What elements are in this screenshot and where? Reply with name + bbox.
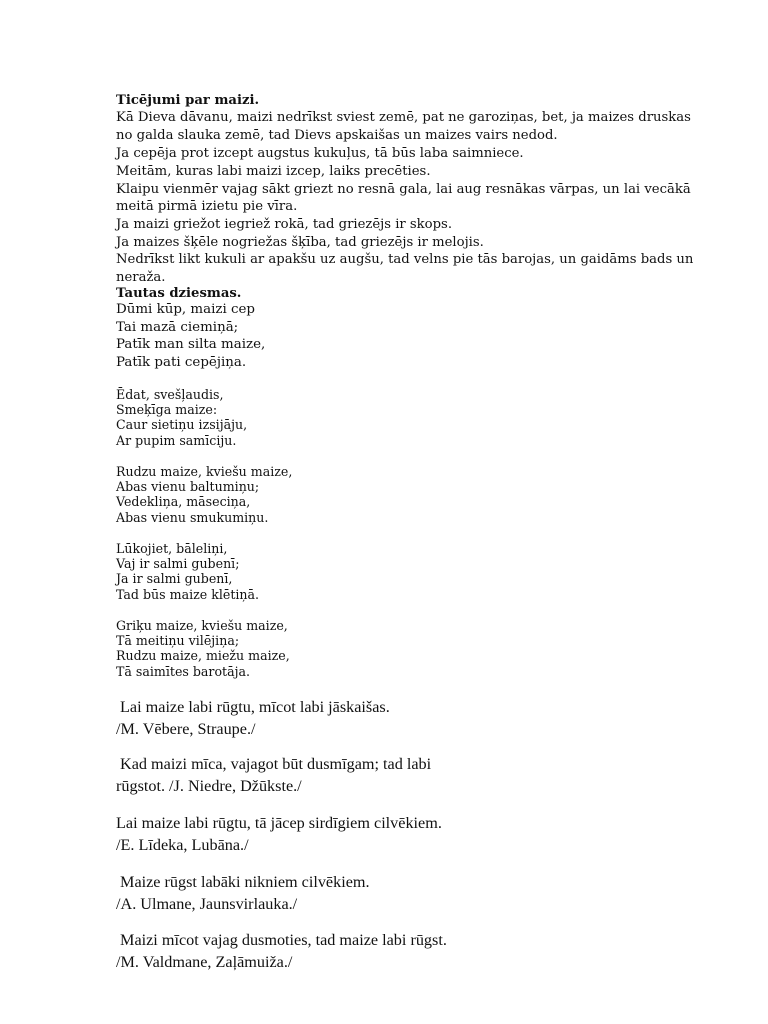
song-line: Ar pupim samīciju. [116, 432, 237, 448]
song-line: Tā saimītes barotāja. [116, 663, 251, 679]
song-line: Tā meitiņu vilējiņa; [116, 633, 240, 649]
belief-line: meitā pirmā izietu pie vīra. [116, 199, 298, 214]
song-line: Ja ir salmi gubenī, [116, 571, 233, 587]
quote-text: Maize rūgst labāki nikniem cilvēkiem. [116, 873, 370, 891]
quote-text: Maizi mīcot vajag dusmoties, tad maize labi rūgst. [116, 931, 447, 949]
belief-line: Meitām, kuras labi maizi izcep, laiks precēties. [116, 164, 431, 179]
beliefs-title: Ticējumi par maizi. [116, 93, 260, 108]
belief-line: Ja cepēja prot izcept augstus kukuļus, tā būs laba saimniece. [116, 146, 524, 161]
song-line: Tai mazā ciemiņā; [116, 319, 239, 335]
song-line: Rudzu maize, miežu maize, [116, 648, 290, 664]
song-line: Patīk man silta maize, [116, 337, 266, 352]
quote-block [116, 871, 370, 915]
song-line: Vaj ir salmi gubenī; [116, 556, 240, 572]
quote-source: /E. Līdeka, Lubāna./ [116, 836, 249, 854]
quote-block [116, 696, 390, 740]
song-stanza [116, 541, 259, 602]
song-line: Ēdat, svešļaudis, [116, 387, 224, 402]
song-line: Abas vienu smukumiņu. [116, 509, 269, 525]
song-line: Lūkojiet, bāleliņi, [116, 541, 228, 556]
belief-line: Nedrīkst likt kukuli ar apakšu uz augšu, tad velns pie tās barojas, un gaidāms bads un [116, 252, 694, 267]
belief-line: Ja maizi griežot iegriež rokā, tad griezējs ir skops. [116, 217, 453, 232]
quote-source: /M. Vēbere, Straupe./ [116, 720, 256, 738]
song-line: Vedekliņa, māseciņa, [116, 494, 251, 510]
song-stanza [116, 464, 292, 525]
quote-block [116, 812, 442, 856]
song-line: Tad būs maize klētiņā. [116, 586, 260, 602]
songs-title: Tautas dziesmas. [116, 286, 242, 301]
quote-source: /A. Ulmane, Jaunsvirlauka./ [116, 895, 298, 913]
quote-source: /M. Valdmane, Zaļāmuiža./ [116, 953, 293, 971]
song-line: Dūmi kūp, maizi cep [116, 302, 255, 317]
song-line: Patīk pati cepējiņa. [116, 354, 247, 370]
song-stanza [116, 301, 265, 371]
quote-block [116, 929, 447, 973]
quote-block [116, 753, 431, 797]
quote-source: rūgstot. /J. Niedre, Džūkste./ [116, 777, 302, 795]
song-line: Abas vienu baltumiņu; [116, 479, 260, 495]
song-line: Rudzu maize, kviešu maize, [116, 464, 293, 479]
quote-text: Kad maizi mīca, vajagot būt dusmīgam; tad labi [116, 755, 432, 773]
song-line: Griķu maize, kviešu maize, [116, 618, 288, 633]
belief-line: Klaipu vienmēr vajag sākt griezt no resnā gala, lai aug resnākas vārpas, un lai vecākā [116, 182, 691, 197]
quote-text: Lai maize labi rūgtu, mīcot labi jāskaišas. [116, 698, 390, 716]
belief-line: no galda slauka zemē, tad Dievs apskaišas un maizes vairs nedod. [116, 128, 558, 143]
belief-line: Ja maizes šķēle nogriežas šķība, tad griezējs ir melojis. [116, 235, 484, 250]
song-line: Smeķīga maize: [116, 402, 218, 418]
song-line: Caur sietiņu izsijāju, [116, 417, 248, 433]
song-stanza [116, 618, 290, 679]
belief-line: neraža. [116, 270, 166, 285]
quote-text: Lai maize labi rūgtu, tā jācep sirdīgiem cilvēkiem. [116, 814, 442, 832]
song-stanza [116, 387, 247, 448]
belief-line: Kā Dieva dāvanu, maizi nedrīkst sviest zemē, pat ne garoziņas, bet, ja maizes druskas [116, 110, 691, 125]
